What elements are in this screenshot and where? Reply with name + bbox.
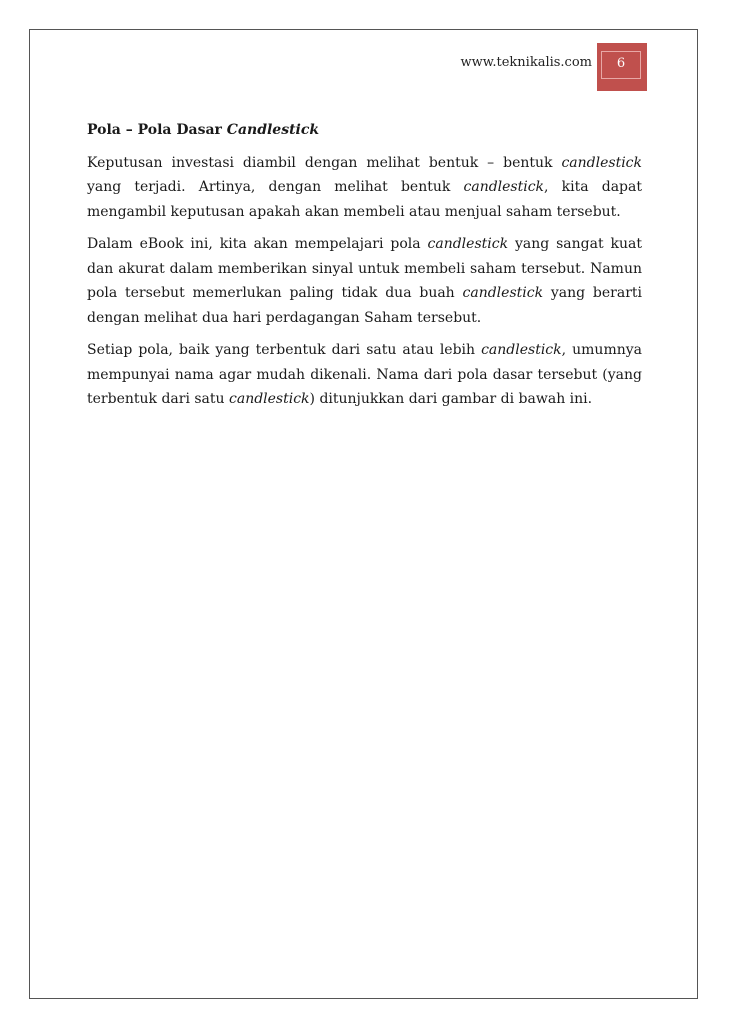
paragraph-text: Keputusan investasi diambil dengan melihat bentuk – bentuk: [87, 154, 562, 171]
paragraph-3: [87, 338, 642, 412]
document-body: [87, 118, 642, 420]
heading-emphasis: Candlestick: [226, 122, 320, 138]
paragraph-emphasis: candlestick: [481, 342, 562, 358]
paragraph-text: Dalam eBook ini, kita akan mempelajari pola: [87, 236, 428, 252]
paragraph-text: yang berarti dengan melihat dua hari perdagangan Saham tersebut.: [87, 285, 642, 326]
paragraph-emphasis: candlestick: [427, 236, 509, 252]
page-number-badge: [597, 43, 647, 91]
paragraph-emphasis: candlestick: [463, 179, 545, 195]
paragraph-2: [87, 232, 642, 330]
paragraph-1: [87, 151, 642, 225]
heading-text: Pola – Pola Dasar: [87, 122, 227, 138]
paragraph-emphasis: candlestick: [462, 285, 544, 301]
paragraph-emphasis: candlestick: [561, 154, 642, 171]
paragraph-text: yang sangat kuat dan akurat dalam memberikan sinyal untuk membeli saham tersebut. Namun pola tersebut memerlukan paling tidak dua buah: [87, 236, 642, 301]
page-number: 6: [616, 56, 626, 71]
paragraph-emphasis: candlestick: [229, 391, 310, 407]
paragraph-text: , umumnya mempunyai nama agar mudah dikenali. Nama dari pola dasar tersebut (yang terbentuk dari satu: [87, 342, 642, 407]
paragraph-text: Setiap pola, baik yang terbentuk dari satu atau lebih: [87, 342, 482, 358]
header-url: www.teknikalis.com: [460, 55, 592, 70]
page-number-frame: [601, 51, 641, 79]
paragraph-text: , kita dapat mengambil keputusan apakah akan membeli atau menjual saham tersebut.: [87, 179, 642, 220]
paragraph-text: ) ditunjukkan dari gambar di bawah ini.: [309, 391, 593, 407]
paragraph-text: yang terjadi. Artinya, dengan melihat bentuk: [87, 179, 464, 195]
section-heading: [87, 118, 642, 143]
